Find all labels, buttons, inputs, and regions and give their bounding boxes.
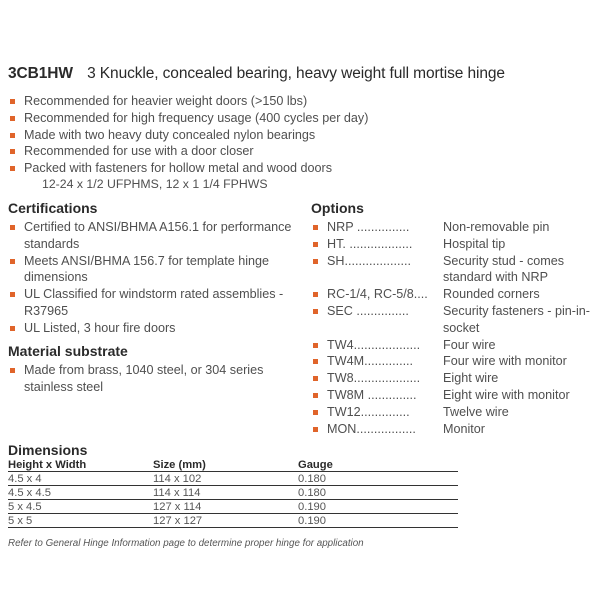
material-item: Made from brass, 1040 steel, or 304 series stainless steel	[8, 362, 304, 396]
table-cell: 0.190	[298, 514, 458, 528]
option-item	[311, 421, 603, 438]
option-item	[311, 353, 603, 370]
option-item	[311, 337, 603, 354]
feature-item: Recommended for use with a door closer	[8, 143, 368, 160]
dimensions-table-wrap	[8, 458, 458, 528]
table-cell: 5 x 4.5	[8, 500, 153, 514]
feature-item: Recommended for heavier weight doors (>150 lbs)	[8, 93, 368, 110]
table-cell: 127 x 127	[153, 514, 298, 528]
option-desc: Rounded corners	[443, 287, 540, 302]
option-item	[311, 286, 603, 303]
certifications-list	[8, 219, 304, 337]
table-row	[8, 486, 458, 500]
option-code: TW8M ..............	[327, 387, 417, 402]
dimensions-table	[8, 458, 458, 528]
table-cell: 114 x 114	[153, 486, 298, 500]
option-item	[311, 303, 603, 337]
table-cell: 0.190	[298, 500, 458, 514]
table-cell: 0.180	[298, 472, 458, 486]
option-item	[311, 236, 603, 253]
option-code: RC-1/4, RC-5/8....	[327, 287, 428, 302]
feature-list	[8, 93, 368, 177]
certification-item: UL Classified for windstorm rated assemblies - R37965	[8, 286, 304, 320]
table-cell: 5 x 5	[8, 514, 153, 528]
table-row	[8, 472, 458, 486]
material-heading: Material substrate	[8, 343, 128, 359]
option-code: TW4...................	[327, 337, 421, 352]
certification-item: Certified to ANSI/BHMA A156.1 for performance standards	[8, 219, 304, 253]
options-heading: Options	[311, 200, 364, 216]
column-header: Gauge	[298, 458, 458, 472]
options-list	[311, 219, 603, 437]
product-code: 3CB1HW	[8, 65, 73, 82]
option-desc: Hospital tip	[443, 236, 506, 251]
option-desc: Non-removable pin	[443, 220, 550, 234]
table-cell: 114 x 102	[153, 472, 298, 486]
column-header: Height x Width	[8, 458, 153, 472]
fastener-spec: 12-24 x 1/2 UFPHMS, 12 x 1 1/4 FPHWS	[42, 177, 268, 191]
option-item	[311, 219, 603, 236]
material-list	[8, 362, 304, 396]
table-row	[8, 514, 458, 528]
option-code: TW4M..............	[327, 354, 414, 369]
option-desc: Four wire with monitor	[443, 354, 567, 369]
column-header: Size (mm)	[153, 458, 298, 472]
table-cell: 127 x 114	[153, 500, 298, 514]
dimensions-heading: Dimensions	[8, 442, 88, 458]
feature-item: Made with two heavy duty concealed nylon bearings	[8, 127, 368, 144]
product-description: 3 Knuckle, concealed bearing, heavy weight full mortise hinge	[87, 65, 505, 82]
table-cell: 4.5 x 4	[8, 472, 153, 486]
option-code: TW8...................	[327, 371, 421, 386]
table-cell: 0.180	[298, 486, 458, 500]
certifications-heading: Certifications	[8, 200, 98, 216]
product-title	[8, 65, 505, 83]
option-desc: Eight wire with monitor	[443, 387, 570, 402]
certification-item: UL Listed, 3 hour fire doors	[8, 320, 304, 337]
option-code: SEC ...............	[327, 303, 409, 318]
option-code: SH...................	[327, 253, 411, 268]
table-header-row	[8, 458, 458, 472]
table-row	[8, 500, 458, 514]
option-code: HT. ..................	[327, 236, 413, 251]
option-desc: Four wire	[443, 337, 496, 352]
option-desc: Twelve wire	[443, 404, 509, 419]
option-item	[311, 253, 603, 287]
option-item	[311, 370, 603, 387]
certification-item: Meets ANSI/BHMA 156.7 for template hinge dimensions	[8, 253, 304, 287]
option-desc: Monitor	[443, 421, 485, 436]
option-desc: Eight wire	[443, 371, 499, 386]
feature-item: Recommended for high frequency usage (400 cycles per day)	[8, 110, 368, 127]
option-item	[311, 387, 603, 404]
option-item	[311, 404, 603, 421]
option-code: NRP ...............	[327, 220, 410, 234]
feature-item: Packed with fasteners for hollow metal and wood doors	[8, 160, 368, 177]
option-desc: Security fasteners - pin-in-socket	[443, 303, 590, 335]
table-cell: 4.5 x 4.5	[8, 486, 153, 500]
option-code: MON.................	[327, 421, 416, 436]
option-desc: Security stud - comes standard with NRP	[443, 253, 565, 285]
footnote: Refer to General Hinge Information page to determine proper hinge for application	[8, 538, 364, 549]
option-code: TW12..............	[327, 404, 410, 419]
